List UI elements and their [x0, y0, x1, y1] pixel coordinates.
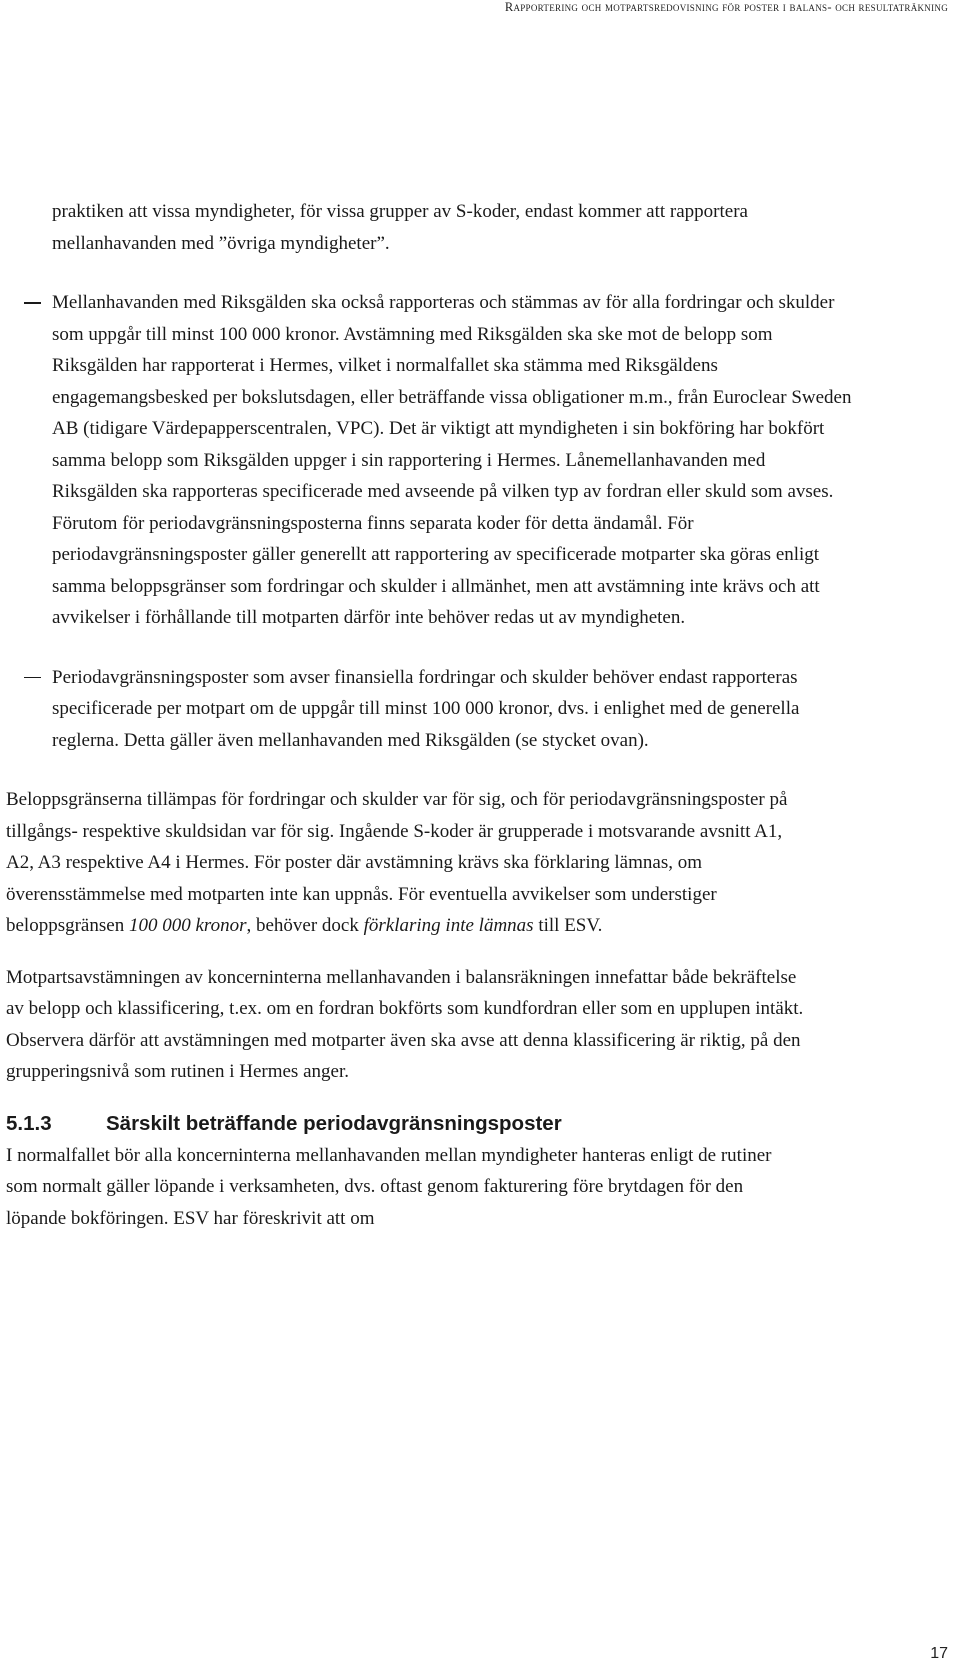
dash-bullet-icon	[24, 677, 41, 679]
section-heading	[0, 1108, 960, 1140]
page-number: 17	[930, 1645, 948, 1662]
section-title: Särskilt beträffande periodavgränsningsposter	[106, 1111, 562, 1135]
section-body: I normalfallet bör alla koncerninterna mellanhavanden mellan myndigheter hanteras enligt de rutiner som normalt gäller löpande i verksamheten, dvs. oftast genom fakturering före brytdagen för den löpande bokföringen. ESV har föreskrivit att om	[6, 1144, 772, 1229]
list-item-text: Mellanhavanden med Riksgälden ska också rapporteras och stämmas av för alla fordringar och skulder som uppgår till minst 100 000 kronor. Avstämning med Riksgälden ska ske mot de belopp som Riksgälden har rapporterat i Hermes, vilket i normalfallet ska stämma med Riksgäldens engagemangsbesked per bokslutsdagen, eller beträffande vissa obligationer m.m., från Euroclear Sweden AB (tidigare Värdepapperscentralen, VPC). Det är viktigt att myndigheten i sin bokföring har bokfört samma belopp som Riksgälden uppger i sin rapportering i Hermes. Lånemellanhavanden med Riksgälden ska rapporteras specificerade med avseende på vilken typ av fordran eller skuld som avses. Förutom för periodavgränsningsposterna finns separata koder för detta ändamål. För periodavgränsningsposter gäller generellt att rapportering av specificerade motparter ska göras enligt samma beloppsgränser som fordringar och skulder i allmänhet, men att avstämning inte krävs och att avvikelser i förhållande till motparten därför inte behöver redas ut av myndigheten.	[52, 292, 852, 628]
paragraph-limits	[0, 784, 806, 942]
limits-emphasis-amount: 100 000 kronor	[128, 915, 247, 936]
document-body	[0, 196, 960, 1234]
limits-emphasis-explanation: förklaring inte lämnas	[363, 915, 534, 936]
list-item-text: Periodavgränsningsposter som avser finansiella fordringar och skulder behöver endast rapporteras specificerade per motpart om de uppgår till minst 100 000 kronor, dvs. i enlighet med de generella reglerna. Detta gäller även mellanhavanden med Riksgälden (se stycket ovan).	[52, 666, 800, 751]
list-item	[0, 287, 960, 634]
continuation-paragraph: praktiken att vissa myndigheter, för vissa grupper av S-koder, endast kommer att rapportera mellanhavanden med ”övriga myndigheter”.	[52, 201, 748, 254]
list-item	[0, 662, 960, 757]
limits-text-1: Beloppsgränserna tillämpas för fordringar och skulder var för sig, och för periodavgränsningsposter på tillgångs- respektive skuldsidan var för sig. Ingående S-koder är grupperade i motsvarande avsnitt A1, A2, A3 respektive A4 i Hermes. För poster där avstämning krävs ska förklaring lämnas, om överensstämmelse med motparten inte kan uppnås. För eventuella avvikelser som understiger beloppsgränsen	[6, 789, 788, 936]
section-number: 5.1.3	[6, 1111, 52, 1135]
dash-bullet-icon	[24, 302, 41, 304]
limits-text-3: till ESV.	[533, 915, 603, 936]
running-header: Rapportering och motpartsredovisning för poster i balans- och resultaträkning	[504, 0, 948, 14]
limits-text-2: , behöver dock	[246, 915, 364, 936]
paragraph-reconciliation: Motpartsavstämningen av koncerninterna mellanhavanden i balansräkningen innefattar både bekräftelse av belopp och klassificering, t.ex. om en fordran bokförts som kundfordran eller som en upplupen intäkt. Observera därför att avstämningen med motparter även ska avse att denna klassificering är riktig, på den grupperingsnivå som rutinen i Hermes anger.	[6, 966, 804, 1082]
